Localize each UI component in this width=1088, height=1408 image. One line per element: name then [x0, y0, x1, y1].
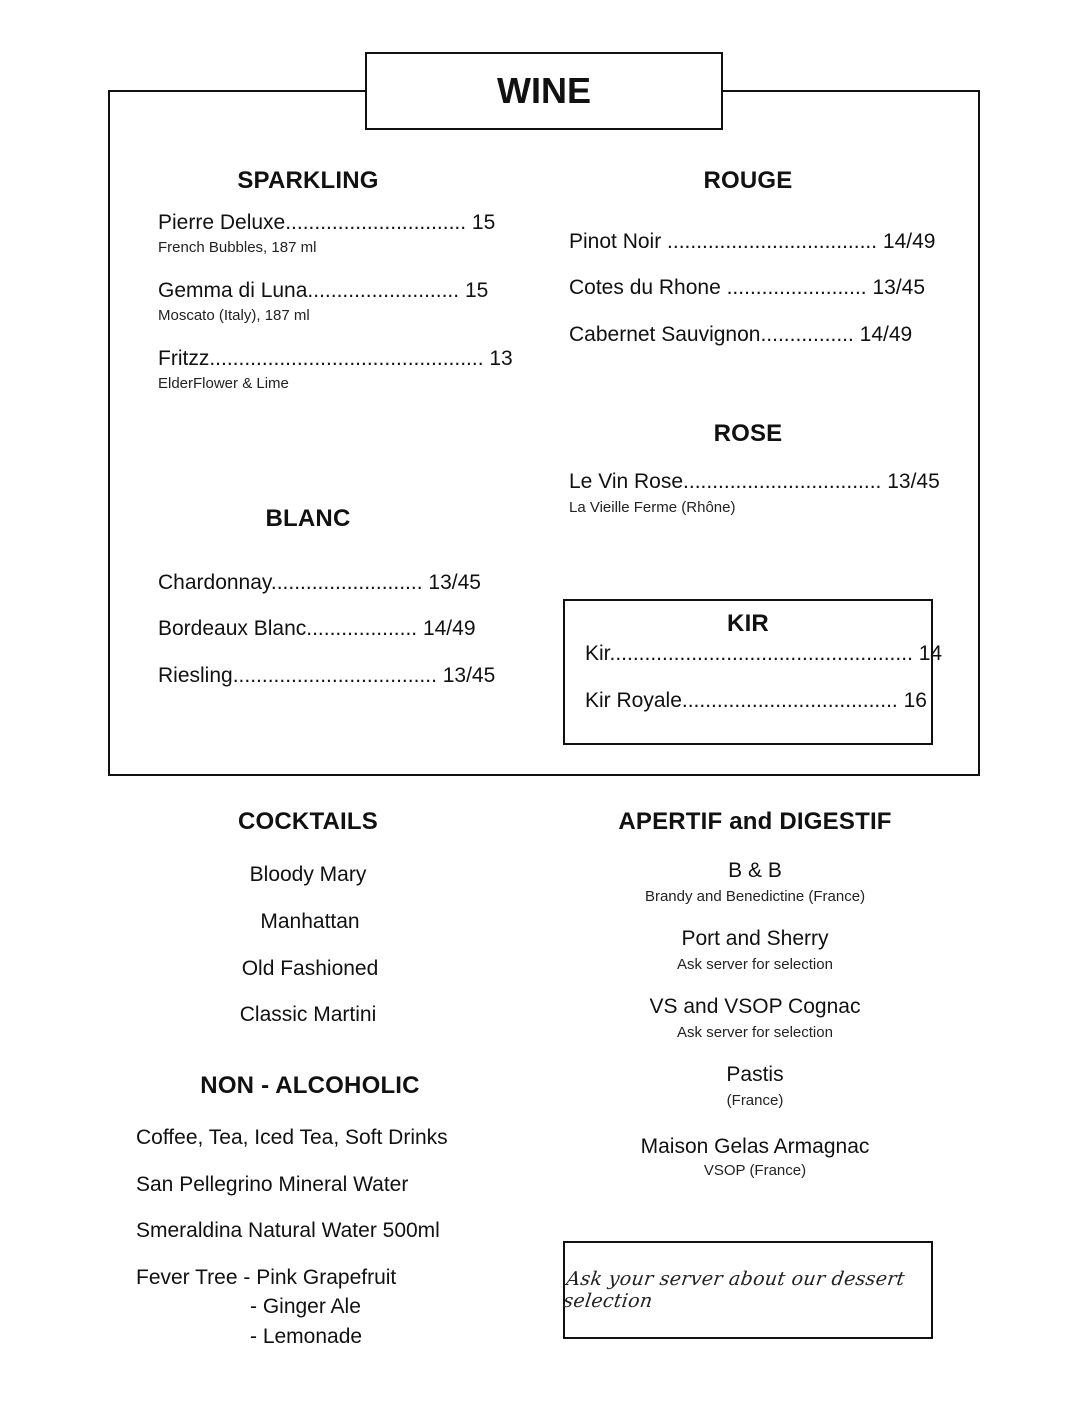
menu-item: Cabernet Sauvignon................ 14/49	[569, 323, 913, 346]
apertif-item: Pastis	[726, 1063, 784, 1086]
cocktail-item: Bloody Mary	[249, 863, 367, 886]
menu-item-description: La Vieille Ferme (Rhône)	[569, 499, 736, 516]
menu-item: Fritzz............................................... 13	[158, 347, 513, 370]
non-alcoholic-item: - Ginger Ale	[250, 1295, 361, 1318]
menu-item: Bordeaux Blanc................... 14/49	[158, 617, 476, 640]
menu-item: Gemma di Luna.......................... 15	[158, 279, 489, 302]
menu-item: Riesling................................... 13/45	[158, 664, 496, 687]
menu-item: Kir Royale..................................... 16	[585, 689, 927, 712]
non-alcoholic-item: Smeraldina Natural Water 500ml	[136, 1219, 440, 1242]
rose-heading: ROSE	[713, 420, 783, 447]
apertif-item-description: VSOP (France)	[703, 1162, 807, 1179]
apertif-item-description: (France)	[726, 1092, 784, 1109]
apertif-heading: APERTIF and DIGESTIF	[618, 808, 892, 835]
non-alcoholic-item: - Lemonade	[250, 1325, 363, 1348]
apertif-item: VS and VSOP Cognac	[649, 995, 861, 1018]
menu-item: Le Vin Rose.................................. 13/45	[569, 470, 940, 493]
menu-item: Chardonnay.......................... 13/45	[158, 571, 481, 594]
rouge-heading: ROUGE	[703, 167, 793, 194]
menu-item-description: Moscato (Italy), 187 ml	[158, 307, 310, 324]
non-alcoholic-item: San Pellegrino Mineral Water	[136, 1173, 409, 1196]
apertif-item-description: Brandy and Benedictine (France)	[644, 888, 866, 905]
menu-item: Pinot Noir .................................... 14/49	[569, 230, 936, 253]
cocktail-item: Classic Martini	[239, 1003, 377, 1026]
dessert-note-box	[563, 1241, 933, 1339]
apertif-item-description: Ask server for selection	[677, 1024, 833, 1041]
non-alcoholic-heading: NON - ALCOHOLIC	[200, 1072, 420, 1099]
kir-heading: KIR	[727, 610, 769, 637]
menu-item: Cotes du Rhone ........................ 13/45	[569, 276, 926, 299]
blanc-heading: BLANC	[265, 505, 351, 532]
menu-item: Kir.................................................... 14	[585, 642, 943, 665]
sparkling-heading: SPARKLING	[237, 167, 379, 194]
wine-title: WINE	[365, 52, 723, 130]
non-alcoholic-item: Fever Tree - Pink Grapefruit	[136, 1266, 397, 1289]
apertif-item-description: Ask server for selection	[677, 956, 833, 973]
apertif-item: Maison Gelas Armagnac	[640, 1135, 870, 1158]
cocktail-item: Manhattan	[260, 910, 360, 933]
cocktails-heading: COCKTAILS	[237, 808, 378, 835]
menu-item: Pierre Deluxe............................... 15	[158, 211, 496, 234]
apertif-item: B & B	[728, 859, 782, 882]
menu-item-description: French Bubbles, 187 ml	[158, 239, 317, 256]
apertif-item: Port and Sherry	[681, 927, 829, 950]
cocktail-item: Old Fashioned	[241, 957, 379, 980]
menu-item-description: ElderFlower & Lime	[158, 375, 289, 392]
dessert-note: Ask your server about our dessert selection	[561, 1268, 907, 1312]
non-alcoholic-item: Coffee, Tea, Iced Tea, Soft Drinks	[136, 1126, 448, 1149]
